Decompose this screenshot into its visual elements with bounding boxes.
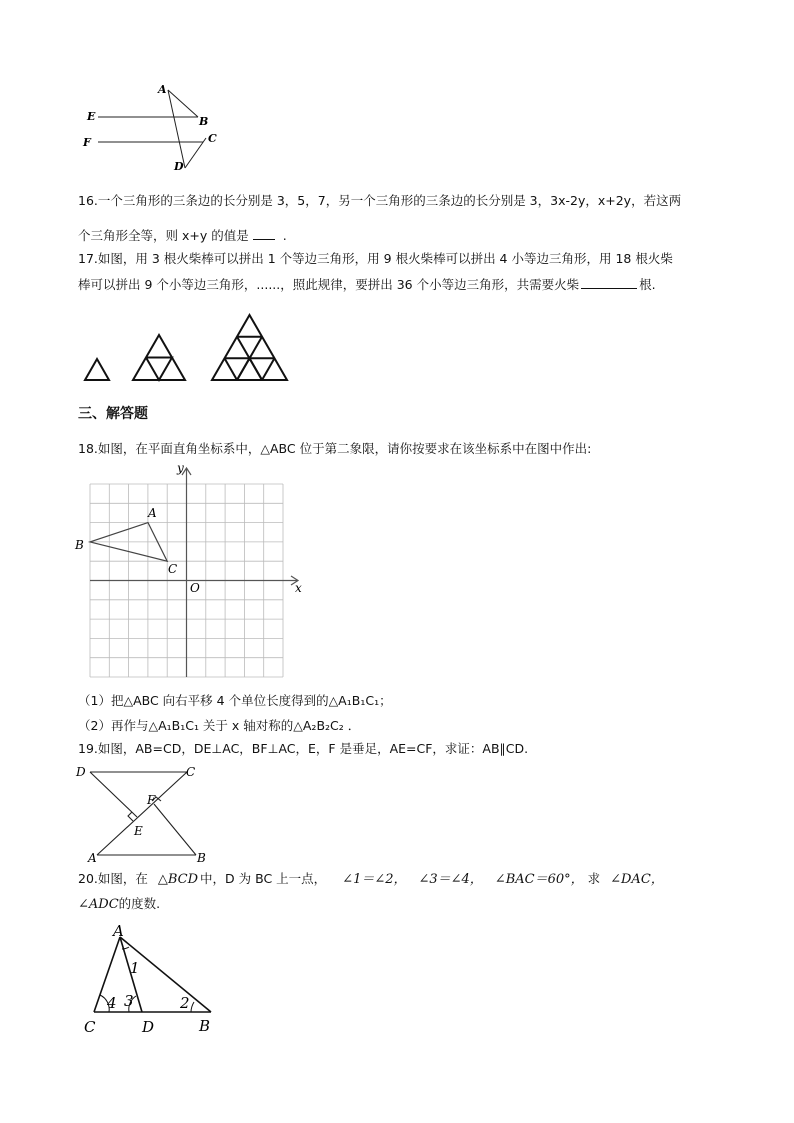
label-point-c: C bbox=[168, 562, 178, 576]
q20-cond2: ∠3＝∠4， bbox=[418, 872, 483, 887]
q20-cond1: ∠1＝∠2， bbox=[342, 872, 407, 887]
q20-text-c: 中，D 为 BC 上一点， bbox=[200, 871, 327, 886]
q20-line1 bbox=[78, 869, 664, 890]
q16-line2 bbox=[78, 225, 287, 246]
label-f: F bbox=[147, 793, 156, 807]
q20-triangle: △BCD bbox=[157, 872, 199, 887]
label-a: A bbox=[113, 922, 124, 940]
q17-line2-text: 棒可以拼出 9 个小等边三角形，......，照此规律，要拼出 36 个小等边三角形，共需要火柴 bbox=[78, 277, 580, 292]
label-c: C bbox=[208, 132, 217, 145]
section-heading: 三、解答题 bbox=[78, 406, 148, 422]
label-e: E bbox=[134, 824, 143, 838]
q18-part2: （2）再作与△A₁B₁C₁ 关于 x 轴对称的△A₂B₂C₂ ． bbox=[78, 718, 361, 733]
q16-line1: 16.一个三角形的三条边的长分别是 3，5，7，另一个三角形的三条边的长分别是 3，3x-2y，x+2y，若这两 bbox=[78, 193, 682, 208]
label-y-axis: y bbox=[177, 461, 184, 475]
q20-text-g: 求 bbox=[587, 871, 601, 886]
q20-line2 bbox=[78, 894, 160, 915]
label-angle-4: 4 bbox=[107, 994, 117, 1012]
label-c: C bbox=[186, 765, 196, 779]
label-a: A bbox=[158, 83, 167, 96]
figure-q20 bbox=[78, 920, 223, 1040]
q17-line1: 17.如图，用 3 根火柴棒可以拼出 1 个等边三角形，用 9 根火柴棒可以拼出 4 小等边三角形，用 18 根火柴 bbox=[78, 251, 673, 266]
label-a: A bbox=[88, 851, 97, 865]
q17-line2-end: 根. bbox=[639, 277, 656, 292]
label-angle-1: 1 bbox=[130, 959, 140, 977]
q18-part1: （1）把△ABC 向右平移 4 个单位长度得到的△A₁B₁C₁； bbox=[78, 693, 392, 708]
figure-q15-parallel-lines bbox=[78, 80, 228, 175]
q20-cond3: ∠BAC＝60°， bbox=[494, 872, 584, 887]
label-f: F bbox=[83, 136, 91, 149]
label-x-axis: x bbox=[295, 581, 302, 595]
label-point-b: B bbox=[75, 538, 84, 552]
label-origin: O bbox=[190, 581, 200, 595]
label-d: D bbox=[174, 160, 184, 173]
q20-ask2: ∠ADC bbox=[78, 897, 119, 912]
label-b: B bbox=[199, 1017, 211, 1035]
label-angle-2: 2 bbox=[180, 994, 190, 1012]
label-angle-3: 3 bbox=[124, 992, 134, 1010]
label-c: C bbox=[84, 1018, 96, 1036]
figure-q17-triangles bbox=[80, 310, 300, 385]
q17-line2 bbox=[78, 274, 656, 295]
q16-answer-blank[interactable] bbox=[253, 225, 275, 240]
label-b: B bbox=[199, 115, 209, 128]
q16-line2-text: 个三角形全等，则 x+y 的值是 bbox=[78, 228, 249, 243]
q20-text-end: 的度数. bbox=[118, 896, 161, 911]
label-d: D bbox=[142, 1018, 155, 1036]
q19-stem: 19.如图，AB=CD，DE⊥AC，BF⊥AC，E，F 是垂足，AE=CF，求证：AB∥CD. bbox=[78, 741, 529, 756]
q16-line2-end: . bbox=[278, 228, 287, 243]
q20-ask1: ∠DAC， bbox=[610, 872, 664, 887]
figure-q19 bbox=[74, 762, 224, 872]
q18-stem: 18.如图，在平面直角坐标系中，△ABC 位于第二象限，请你按要求在该坐标系中在图中作出: bbox=[78, 441, 592, 456]
label-e: E bbox=[87, 110, 96, 123]
label-point-a: A bbox=[148, 506, 157, 520]
label-d: D bbox=[76, 765, 86, 779]
label-b: B bbox=[197, 851, 206, 865]
q17-answer-blank[interactable] bbox=[581, 274, 637, 289]
figure-q18-coordinate-grid bbox=[75, 460, 310, 685]
q20-text-a: 20.如图，在 bbox=[78, 871, 148, 886]
